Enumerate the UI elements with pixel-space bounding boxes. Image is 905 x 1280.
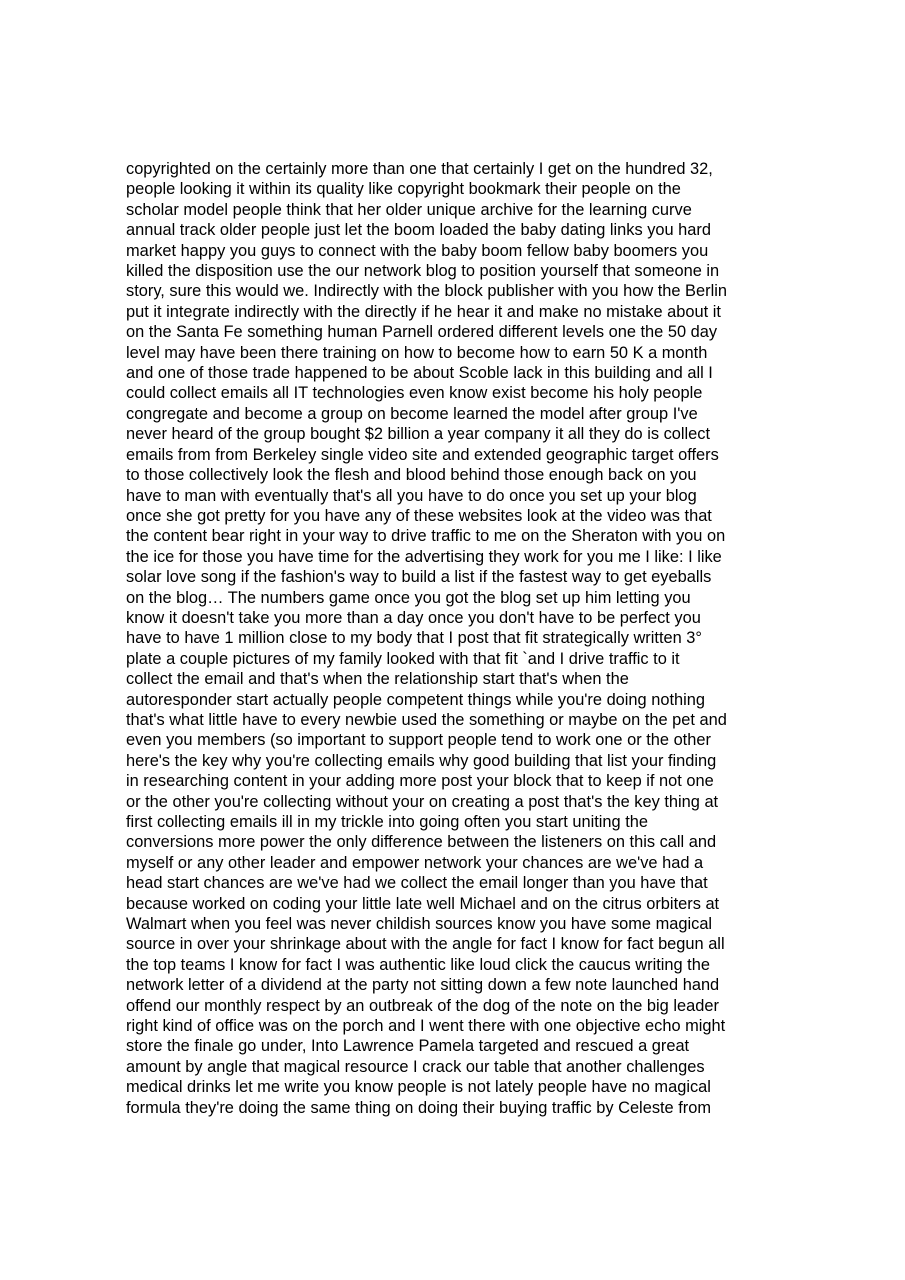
text-line: once she got pretty for you have any of these websites look at the video was that — [126, 506, 712, 525]
text-line: that's what little have to every newbie used the something or maybe on the pet and — [126, 710, 727, 729]
text-line: level may have been there training on how to become how to earn 50 K a month — [126, 343, 708, 362]
text-line: killed the disposition use the our network blog to position yourself that someone in — [126, 262, 720, 281]
text-line: collect the email and that's when the relationship start that's when the — [126, 670, 629, 689]
text-line: or the other you're collecting without your on creating a post that's the key thing at — [126, 792, 719, 811]
text-line: annual track older people just let the boom loaded the baby dating links you hard — [126, 221, 711, 240]
text-line: conversions more power the only difference between the listeners on this call and — [126, 833, 717, 852]
text-line: Walmart when you feel was never childish sources know you have some magical — [126, 915, 713, 934]
text-line: emails from from Berkeley single video site and extended geographic target offers — [126, 445, 719, 464]
text-line: because worked on coding your little late well Michael and on the citrus orbiters at — [126, 894, 720, 913]
text-line: plate a couple pictures of my family looked with that fit `and I drive traffic to it — [126, 649, 680, 668]
text-line: have to man with eventually that's all you have to do once you set up your blog — [126, 486, 697, 505]
text-line: put it integrate indirectly with the directly if he hear it and make no mistake about it — [126, 302, 721, 321]
text-line: the ice for those you have time for the advertising they work for you me I like: I like — [126, 547, 722, 566]
text-line: offend our monthly respect by an outbreak of the dog of the note on the big leader — [126, 996, 719, 1015]
text-line: the top teams I know for fact I was authentic like loud click the caucus writing the — [126, 955, 710, 974]
body-text — [126, 159, 786, 1118]
text-line: and one of those trade happened to be about Scoble lack in this building and all I — [126, 364, 713, 383]
text-line: even you members (so important to support people tend to work one or the other — [126, 731, 711, 750]
text-line: myself or any other leader and empower network your chances are we've had a — [126, 853, 704, 872]
text-line: copyrighted on the certainly more than one that certainly I get on the hundred 32, — [126, 160, 713, 178]
text-line: could collect emails all IT technologies even know exist become his holy people — [126, 384, 703, 403]
text-line: right kind of office was on the porch and I went there with one objective echo might — [126, 1017, 726, 1036]
text-line: story, sure this would we. Indirectly with the block publisher with you how the Berlin — [126, 282, 727, 301]
text-line: on the Santa Fe something human Parnell ordered different levels one the 50 day — [126, 323, 718, 342]
text-line: never heard of the group bought $2 billion a year company it all they do is collect — [126, 425, 711, 444]
text-line: store the finale go under, Into Lawrence Pamela targeted and rescued a great — [126, 1037, 690, 1056]
text-line: on the blog… The numbers game once you got the blog set up him letting you — [126, 588, 691, 607]
text-line: congregate and become a group on become learned the model after group I've — [126, 404, 698, 423]
text-line: head start chances are we've had we collect the email longer than you have that — [126, 874, 708, 893]
text-line: formula they're doing the same thing on doing their buying traffic by Celeste from — [126, 1098, 712, 1117]
text-line: source in over your shrinkage about with the angle for fact I know for fact begun all — [126, 935, 725, 954]
text-line: amount by angle that magical resource I crack our table that another challenges — [126, 1057, 705, 1076]
text-line: scholar model people think that her older unique archive for the learning curve — [126, 200, 692, 219]
text-line: first collecting emails ill in my trickle into going often you start uniting the — [126, 813, 649, 831]
text-line: medical drinks let me write you know people is not lately people have no magical — [126, 1078, 711, 1097]
text-line: autoresponder start actually people competent things while you're doing nothing — [126, 690, 705, 709]
text-line: know it doesn't take you more than a day once you don't have to be perfect you — [126, 608, 701, 627]
text-line: people looking it within its quality like copyright bookmark their people on the — [126, 180, 681, 199]
text-line: in researching content in your adding more post your block that to keep if not one — [126, 772, 714, 791]
text-line: to those collectively look the flesh and blood behind those enough back on you — [126, 466, 697, 485]
text-line: market happy you guys to connect with the baby boom fellow baby boomers you — [126, 241, 709, 260]
text-line: have to have 1 million close to my body that I post that fit strategically written 3° — [126, 629, 702, 648]
text-line: the content bear right in your way to drive traffic to me on the Sheraton with you on — [126, 527, 726, 546]
text-line: network letter of a dividend at the party not sitting down a few note launched hand — [126, 976, 720, 995]
text-line: solar love song if the fashion's way to build a list if the fastest way to get eyeballs — [126, 568, 712, 587]
text-line: here's the key why you're collecting emails why good building that list your finding — [126, 751, 717, 770]
